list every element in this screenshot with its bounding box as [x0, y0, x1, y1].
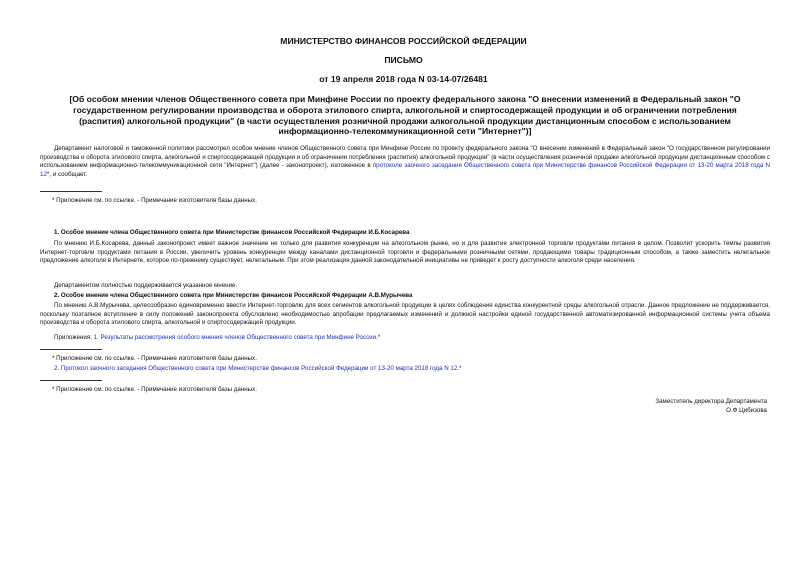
- footnote: * Приложение см. по ссылке. - Примечание изготовителя базы данных.: [52, 386, 257, 393]
- attachment-1-mark: *: [377, 334, 381, 341]
- attachment-2-line: [40, 365, 770, 374]
- ministry-heading: МИНИСТЕРСТВО ФИНАНСОВ РОССИЙСКОЙ ФЕДЕРАЦИИ: [280, 36, 527, 46]
- attachment-2-mark: *: [458, 365, 462, 372]
- footnote-divider: [40, 191, 102, 192]
- intro-paragraph: [40, 145, 770, 179]
- section-1-text: По мнению И.Б.Косарева, данный законопроект имеет важное значение не только для развития конкуренции на алкогольном рынке, но и для развития электронной торговли продуктами питания в целом. Позволит ускорить темпы развития Интернет-торговли продуктами питания в России, увеличить уровень конкуренции между каналами дистанционной торговли и федеральными розничными сетями, продающими товары традиционным способом, а также заместить нелегальное предложение алкоголя в Интернете, которое по-прежнему существует, нелегальным. При этом реализация данной законодательной инициативы не приведет к росту доступности алкоголя среди населения.: [40, 240, 770, 265]
- section-1-support: Департаментом полностью поддерживается указанное мнение.: [54, 282, 238, 289]
- protocol-link[interactable]: протоколе заочного заседания Общественного совета при Министерстве финансов Российской Федерации от 13-20 марта 2018 года N 12: [40, 162, 770, 178]
- signatory-name: О.Ф.Цибизова: [726, 407, 767, 414]
- intro-text: Департамент налоговой и таможенной политики рассмотрел особое мнение членов Общественного совета при Минфине России по проекту федерального закона "О внесении изменений в Федеральный закон "О государственном регулировании производства и оборота этилового спирта, алкогольной и спиртосодержащей продукции и об ограничении потребления (распития) алкогольной продукции" (в части осуществления розничной продажи алкогольной продукции дистанционным способом с использованием информационно-телекоммуникационной сети "Интернет") (далее - законопроект), изложенное в: [40, 145, 770, 170]
- attachment-1-link[interactable]: 1. Результаты рассмотрения особого мнения членов Общественного совета при Минфине России.: [93, 334, 378, 341]
- signature-block: [655, 397, 767, 415]
- section-2-text: По мнению А.В.Мурычева, целесообразно единовременно ввести Интернет-торговлю для всех сегментов алкогольной продукции в целях соблюдения единства конкурентной среды алкогольной отрасли. Данное предложение не поддерживается, поскольку поэтапное вступление в силу положений законопроекта обусловлено необходимостью апробации предлагаемых изменений и должной настройки единой государственной автоматизированной информационной системы учета объема производства и оборота этилового спирта, алкогольной и спиртосодержащей продукции.: [40, 302, 770, 327]
- document-type: ПИСЬМО: [384, 55, 423, 65]
- footnote-divider: [40, 380, 102, 381]
- attachments-line: [40, 334, 770, 343]
- footnote-divider: [40, 349, 102, 350]
- section-1-title: 1. Особое мнение члена Общественного совета при Министерстве финансов Российской Федерации И.Б.Косарева: [54, 229, 410, 236]
- document-date-number: от 19 апреля 2018 года N 03-14-07/26481: [319, 74, 488, 84]
- footnote: * Приложение см. по ссылке. - Примечание изготовителя базы данных.: [52, 355, 257, 362]
- intro-tail: *, и сообщает.: [46, 170, 88, 178]
- document-subject: [Об особом мнении членов Общественного совета при Минфине России по проекту федерального закона "О внесении изменений в Федеральный закон "О государственном регулировании производства и оборота этилового спирта, алкогольной и спиртосодержащей продукции и об ограничении потребления (распития) алкогольной продукции" (в части осуществления розничной продажи алкогольной продукции дистанционным способом с использованием информационно-телекоммуникационной сети "Интернет")]: [69, 94, 741, 137]
- attachment-2-link[interactable]: 2. Протокол заочного заседания Общественного совета при Министерстве финансов Российской Федерации от 13-20 марта 2018 года N 12.: [54, 365, 459, 372]
- attachments-label: Приложения:: [54, 334, 94, 341]
- footnote: * Приложение см. по ссылке. - Примечание изготовителя базы данных.: [52, 197, 257, 204]
- signatory-position: Заместитель директора Департамента: [655, 398, 767, 405]
- section-2-title: 2. Особое мнение члена Общественного совета при Министерстве финансов Российской Федерации А.В.Мурычева: [54, 292, 413, 299]
